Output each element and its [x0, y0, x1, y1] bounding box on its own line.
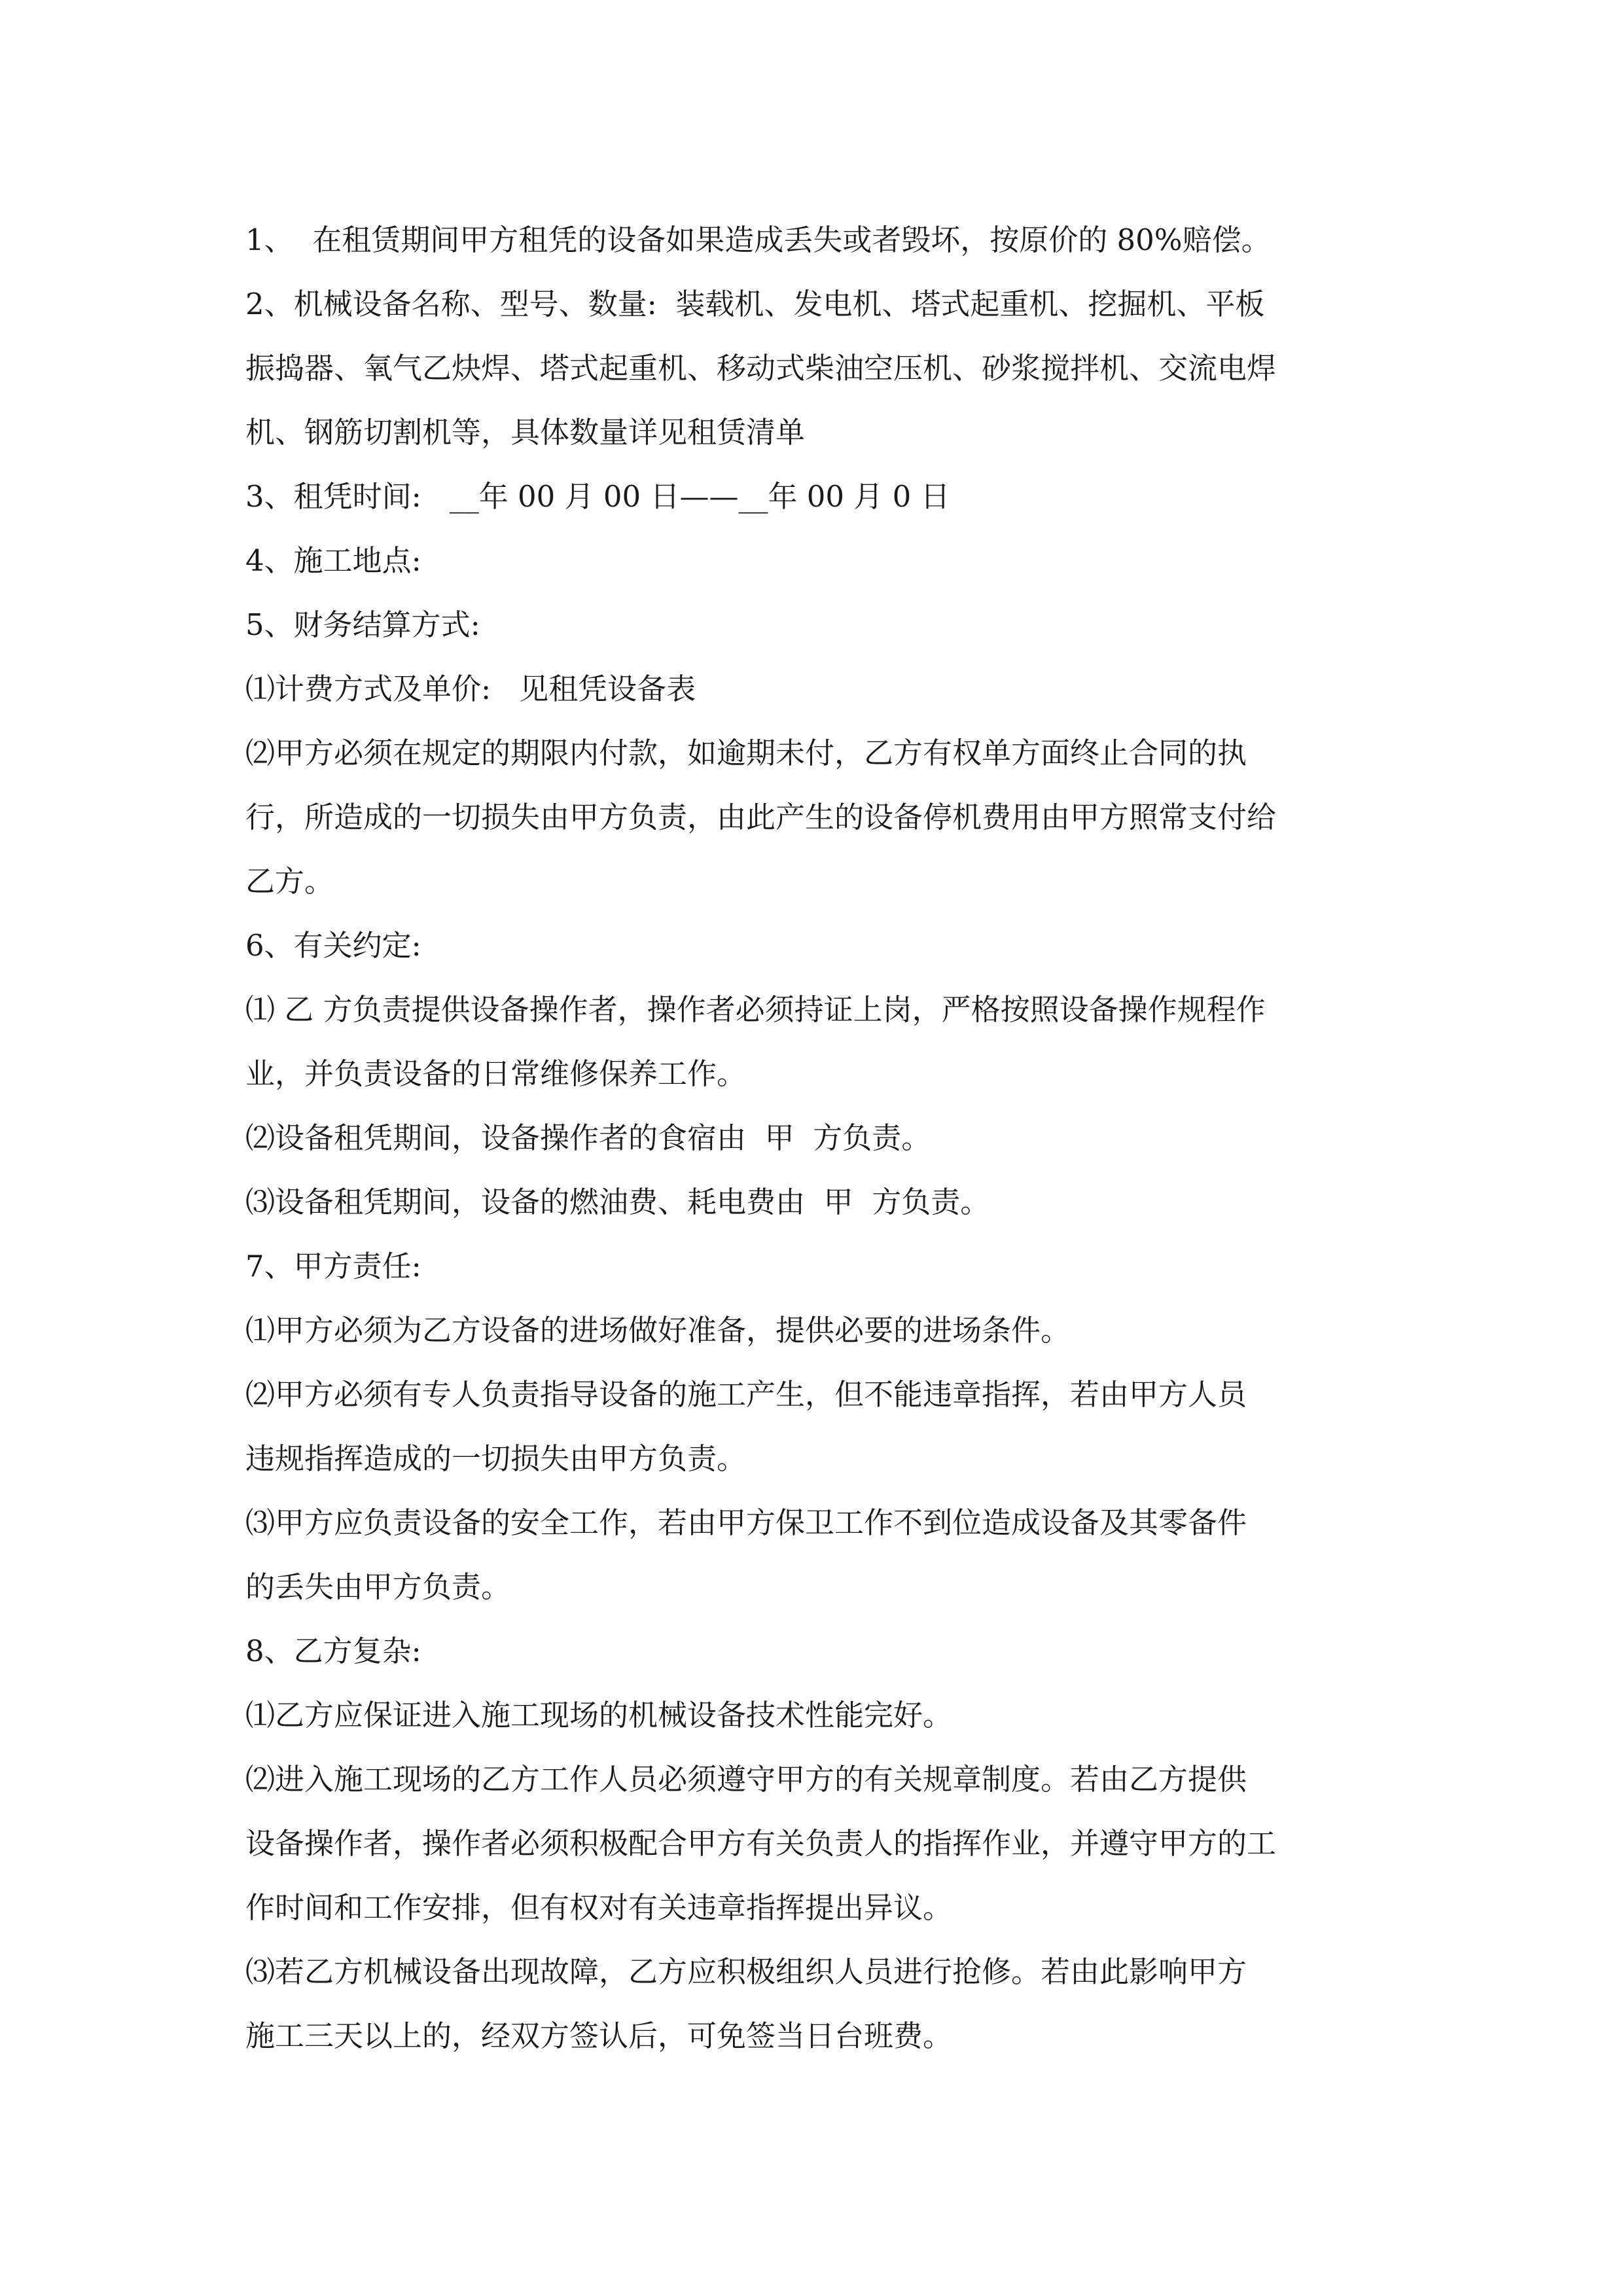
text-line: ⑵进入施工现场的乙方工作人员必须遵守甲方的有关规章制度。若由乙方提供: [245, 1762, 1247, 1797]
text-line: ⑶若乙方机械设备出现故障，乙方应积极组织人员进行抢修。若由此影响甲方: [245, 1954, 1247, 1989]
text-line: 6、有关约定:: [245, 928, 421, 963]
text-line: 违规指挥造成的一切损失由甲方负责。: [245, 1441, 747, 1476]
document-body: [245, 208, 1381, 2068]
text-line: ⑵设备租凭期间，设备操作者的食宿由 甲 方负责。: [245, 1121, 931, 1155]
text-line: 振捣器、氧气乙炔焊、塔式起重机、移动式柴油空压机、砂浆搅拌机、交流电焊: [245, 351, 1277, 386]
text-line: 5、财务结算方式:: [245, 607, 480, 642]
text-line: 设备操作者，操作者必须积极配合甲方有关负责人的指挥作业，并遵守甲方的工: [245, 1826, 1277, 1861]
text-line: 业，并负责设备的日常维修保养工作。: [245, 1056, 747, 1091]
text-line: 施工三天以上的，经双方签认后，可免签当日台班费。: [245, 2018, 953, 2053]
text-line: 乙方。: [245, 864, 334, 899]
text-line: 机、钢筋切割机等，具体数量详见租赁清单: [245, 415, 806, 450]
text-line: ⑴ 乙 方负责提供设备操作者，操作者必须持证上岗，严格按照设备操作规程作: [245, 992, 1266, 1027]
text-line: 7、甲方责任:: [245, 1249, 421, 1283]
text-line: 4、施工地点:: [245, 543, 421, 578]
text-line: 行，所造成的一切损失由甲方负责，由此产生的设备停机费用由甲方照常支付给: [245, 800, 1277, 834]
text-line: ⑶设备租凭期间，设备的燃油费、耗电费由 甲 方负责。: [245, 1185, 990, 1219]
text-line: ⑴甲方必须为乙方设备的进场做好准备，提供必要的进场条件。: [245, 1313, 1071, 1348]
text-line: 8、乙方复杂:: [245, 1634, 421, 1668]
text-line: ⑵甲方必须在规定的期限内付款，如逾期未付，乙方有权单方面终止合同的执: [245, 736, 1247, 770]
text-line: 2、机械设备名称、型号、数量: 装载机、发电机、塔式起重机、挖掘机、平板: [245, 287, 1265, 321]
text-line: 作时间和工作安排，但有权对有关违章指挥提出异议。: [245, 1890, 953, 1925]
text-line: ⑶甲方应负责设备的安全工作，若由甲方保卫工作不到位造成设备及其零备件: [245, 1505, 1247, 1540]
text-line: ⑵甲方必须有专人负责指导设备的施工产生，但不能违章指挥，若由甲方人员: [245, 1377, 1247, 1412]
text-line: ⑴乙方应保证进入施工现场的机械设备技术性能完好。: [245, 1698, 953, 1732]
text-line: 1、 在租赁期间甲方租凭的设备如果造成丢失或者毁坏，按原价的 80%赔偿。: [245, 223, 1271, 257]
text-line: 的丢失由甲方负责。: [245, 1570, 511, 1604]
text-line: 3、租凭时间: __年 00 月 00 日——__年 00 月 0 日: [245, 479, 950, 514]
text-line: ⑴计费方式及单价: 见租凭设备表: [245, 672, 696, 706]
